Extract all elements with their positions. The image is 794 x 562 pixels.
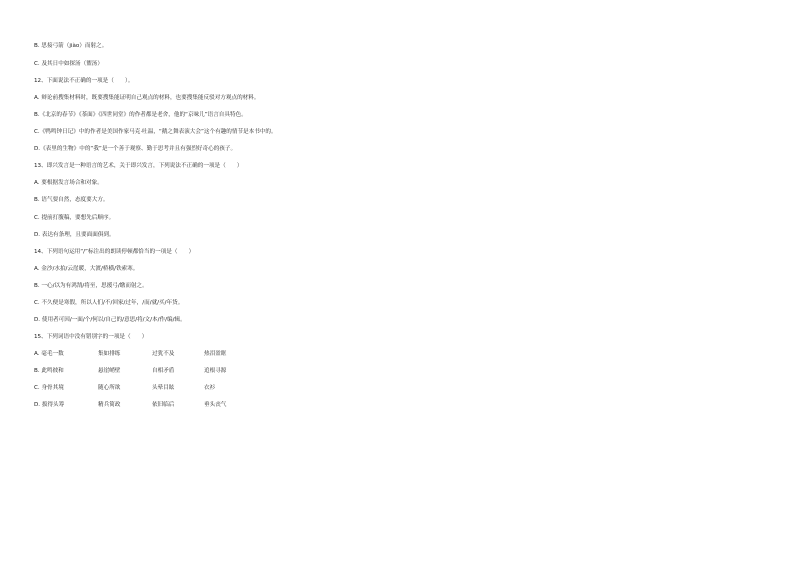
q15-b-1: B. 此鸣彼和 (34, 368, 64, 374)
q15-b-3: 自相矛盾 (152, 368, 175, 374)
q12-option-a: A. 辩论前搜集材料时，既要搜集能证明自己观点的材料，也要搜集能反驳对方观点的材料。 (34, 95, 260, 101)
q15-d-1: D. 拔得头筹 (34, 402, 65, 408)
q15-d-3: 依旧临后 (152, 402, 175, 408)
q12-option-d: D.《表里的生物》中的“我”是一个善于观察、勤于思考并且有强烈好奇心的孩子。 (34, 146, 237, 152)
q11-option-c: C. 及其日中如探汤（盥汤） (34, 61, 103, 67)
q12-option-c: C.《鸭鸣钟日记》中的作者是美国作家马克·吐温，“鹅之舞表演大会”这个有趣的情节是本书中的。 (34, 129, 277, 135)
q13-option-c: C. 提前打腹稿，要想先后顺序。 (34, 215, 115, 221)
q15-c-2: 随心所欲 (98, 385, 121, 391)
q13-option-a: A. 要根据发言场合和对象。 (34, 180, 103, 186)
q15-b-4: 追根寻源 (204, 368, 227, 374)
q13-stem: 13、即兴发言是一种语言的艺术，关于即兴发言，下列说法不正确的一项是（ ） (34, 163, 243, 169)
q15-a-2: 集如排练 (98, 351, 121, 357)
q15-c-1: C. 身骨其境 (34, 385, 64, 391)
q14-option-b: B. 一心/以为有鸿鹄/将至，思援弓/缴而射之。 (34, 283, 148, 289)
q12-stem: 12、下面说法不正确的一项是（ ）。 (34, 78, 134, 84)
q15-stem: 15、下列词语中没有错别字的一项是（ ） (34, 334, 148, 340)
q15-b-2: 悬崖峭壁 (98, 368, 121, 374)
q15-a-3: 过犹不及 (152, 351, 175, 357)
q15-d-4: 垂头丧气 (204, 402, 227, 408)
q14-stem: 14、下列语句运用“/”标注出的朗读停顿都恰当的一项是（ ） (34, 249, 195, 255)
q15-c-4: 衣衫 (204, 385, 216, 391)
q13-option-b: B. 语气要自然，态度要大方。 (34, 197, 109, 203)
q12-option-b: B.《北京的春节》《茶面》《四世同堂》的作者都是老舍，他的“京味儿”语言自具特色。 (34, 112, 247, 118)
q14-option-c: C. 不久便是寒假，所以人们/不/回家/过年，/而/就/买/年货。 (34, 300, 184, 306)
q15-a-4: 热泪盈眶 (204, 351, 227, 357)
q15-c-3: 头晕目眩 (152, 385, 175, 391)
q13-option-d: D. 表达有条理，且要面面俱到。 (34, 232, 115, 238)
q11-option-b: B. 思接弓箭（jiào）而射之。 (34, 43, 108, 49)
q15-d-2: 精兵简政 (98, 402, 121, 408)
q15-a-1: A. 毫毛一数 (34, 351, 64, 357)
q14-option-a: A. 金沙/水拍/云崖暖，大渡/桥横/铁索寒。 (34, 266, 139, 272)
q14-option-d: D. 使用者可因/一面/个/何以/自己的/意思/将/文/本/作/编/辑。 (34, 317, 186, 323)
